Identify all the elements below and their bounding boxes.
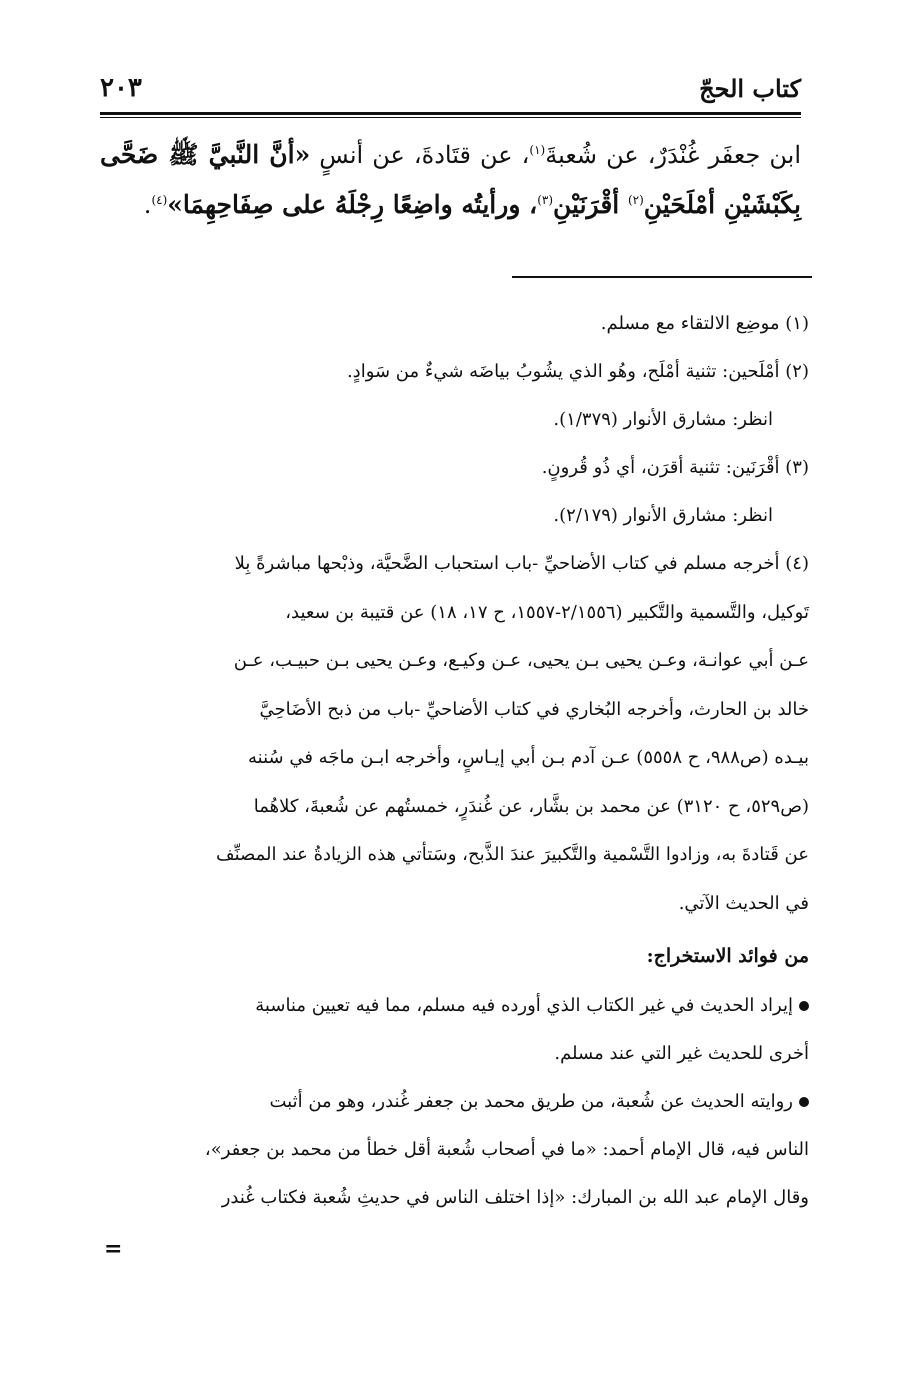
- footnote-4-line: في الحديث الآتي.: [678, 892, 809, 914]
- footnote-4-line: عن قَتادةَ به، وزادوا التَّسْمية والتَّكبيرَ عندَ الذَّبح، وسَتأتي هذه الزيادةُ عند المصنِّف: [215, 844, 809, 865]
- footnote-separator: [512, 276, 812, 278]
- benefit-line: إيراد الحديث في غير الكتاب الذي أورده فيه مسلم، مما فيه تعيين مناسبة: [255, 995, 793, 1016]
- benefit-line: الناس فيه، قال الإمام أحمد: «ما في أصحاب شُعبة أقل خطأ من محمد بن جعفر»،: [204, 1139, 809, 1160]
- footnote-4-line: (٤) أخرجه مسلم في كتاب الأضاحيِّ -باب استحباب الضَّحيَّة، وذبْحها مباشرةً بِلا: [234, 553, 809, 574]
- footnote-3-reference: انظر: مشارق الأنوار (٢/١٧٩).: [553, 505, 773, 526]
- benefit-line: أخرى للحديث غير التي عند مسلم.: [554, 1043, 809, 1064]
- footnote-ref-1: (١): [529, 143, 546, 157]
- footnote-4-line: بيـده (ص٩٨٨، ح ٥٥٥٨) عـن آدم بـن أبي إيـاسٍ، وأخرجه ابـن ماجَه في سُننه: [248, 747, 809, 768]
- footnote-1: (١) موضِع الالتقاء مع مسلم.: [600, 313, 809, 334]
- footnote-ref-4: (٤): [151, 193, 168, 207]
- footnote-3: (٣) أقْرَنَين: تثنية أقرَن، أي ذُو قُرونٍ.: [541, 457, 809, 478]
- hadith-quote: ، ورأيتُه واضِعًا رِجْلَهُ على صِفَاحِهِمَا»: [167, 190, 538, 219]
- bullet-icon: [799, 1001, 809, 1011]
- footnote-2: (٢) أمْلَحين: تثنية أمْلَح، وهُو الذي يشُوبُ بياضَه شيءٌ من سَوادٍ.: [346, 361, 809, 382]
- bullet-icon: [799, 1097, 809, 1107]
- page-header: [100, 70, 801, 106]
- benefit-line: وقال الإمام عبد الله بن المبارك: «إذا اختلف الناس في حديثِ شُعبة فكتاب غُندر: [221, 1187, 809, 1208]
- benefits-heading: من فوائد الاستخراج:: [646, 945, 809, 967]
- main-text-part: ، عن قتَادةَ، عن أنسٍ: [310, 141, 530, 169]
- footnote-4: [100, 540, 809, 928]
- footnote-4-line: عـن أبي عوانـة، وعـن يحيى بـن يحيى، عـن وكيـع، وعـن يحيى بـن حبيـب، عـن: [233, 650, 809, 671]
- continuation-mark: =: [104, 1236, 123, 1262]
- main-hadith-text: [100, 130, 801, 230]
- footnotes: [100, 300, 809, 1222]
- main-text-end: .: [143, 191, 152, 219]
- main-text-part: ابن جعفَر غُنْدَرٌ، عن شُعبةَ: [545, 141, 801, 169]
- footnote-4-line: تَوكيل، والتَّسمية والتَّكبير (٢/١٥٥٦-١٥٥٧، ح ١٧، ١٨) عن قتيبة بن سعيد،: [285, 601, 809, 623]
- footnote-ref-3: (٣): [537, 193, 554, 207]
- chapter-title: كتاب الحجّ: [699, 73, 801, 103]
- benefit-item-1: [100, 982, 809, 1078]
- footnote-4-line: (ص٥٢٩، ح ٣١٢٠) عن محمد بن بشَّار، عن غُندَرٍ، خمستُهم عن شُعبةَ، كلاهُما: [253, 795, 809, 817]
- footnote-ref-2: (٢): [627, 193, 644, 207]
- footnote-4-line: خالد بن الحارث، وأخرجه البُخاري في كتاب الأضاحيِّ -باب من ذبح الأضَاحِيَّ: [259, 698, 809, 720]
- header-rule: [100, 112, 801, 118]
- hadith-quote: أقْرَنَيْنِ: [553, 190, 628, 219]
- hadith-quote: «أنَّ النَّبيَّ ﷺ ضَحَّى بِكَبْشَيْنِ أمْلَحَيْنِ: [100, 140, 801, 219]
- benefit-item-2: [100, 1078, 809, 1222]
- page-number: ٢٠٣: [100, 73, 142, 103]
- footnote-2-reference: انظر: مشارق الأنوار (١/٣٧٩).: [553, 409, 773, 430]
- benefit-line: روايته الحديث عن شُعبة، من طريق محمد بن جعفر غُندر، وهو من أثبت: [269, 1091, 793, 1112]
